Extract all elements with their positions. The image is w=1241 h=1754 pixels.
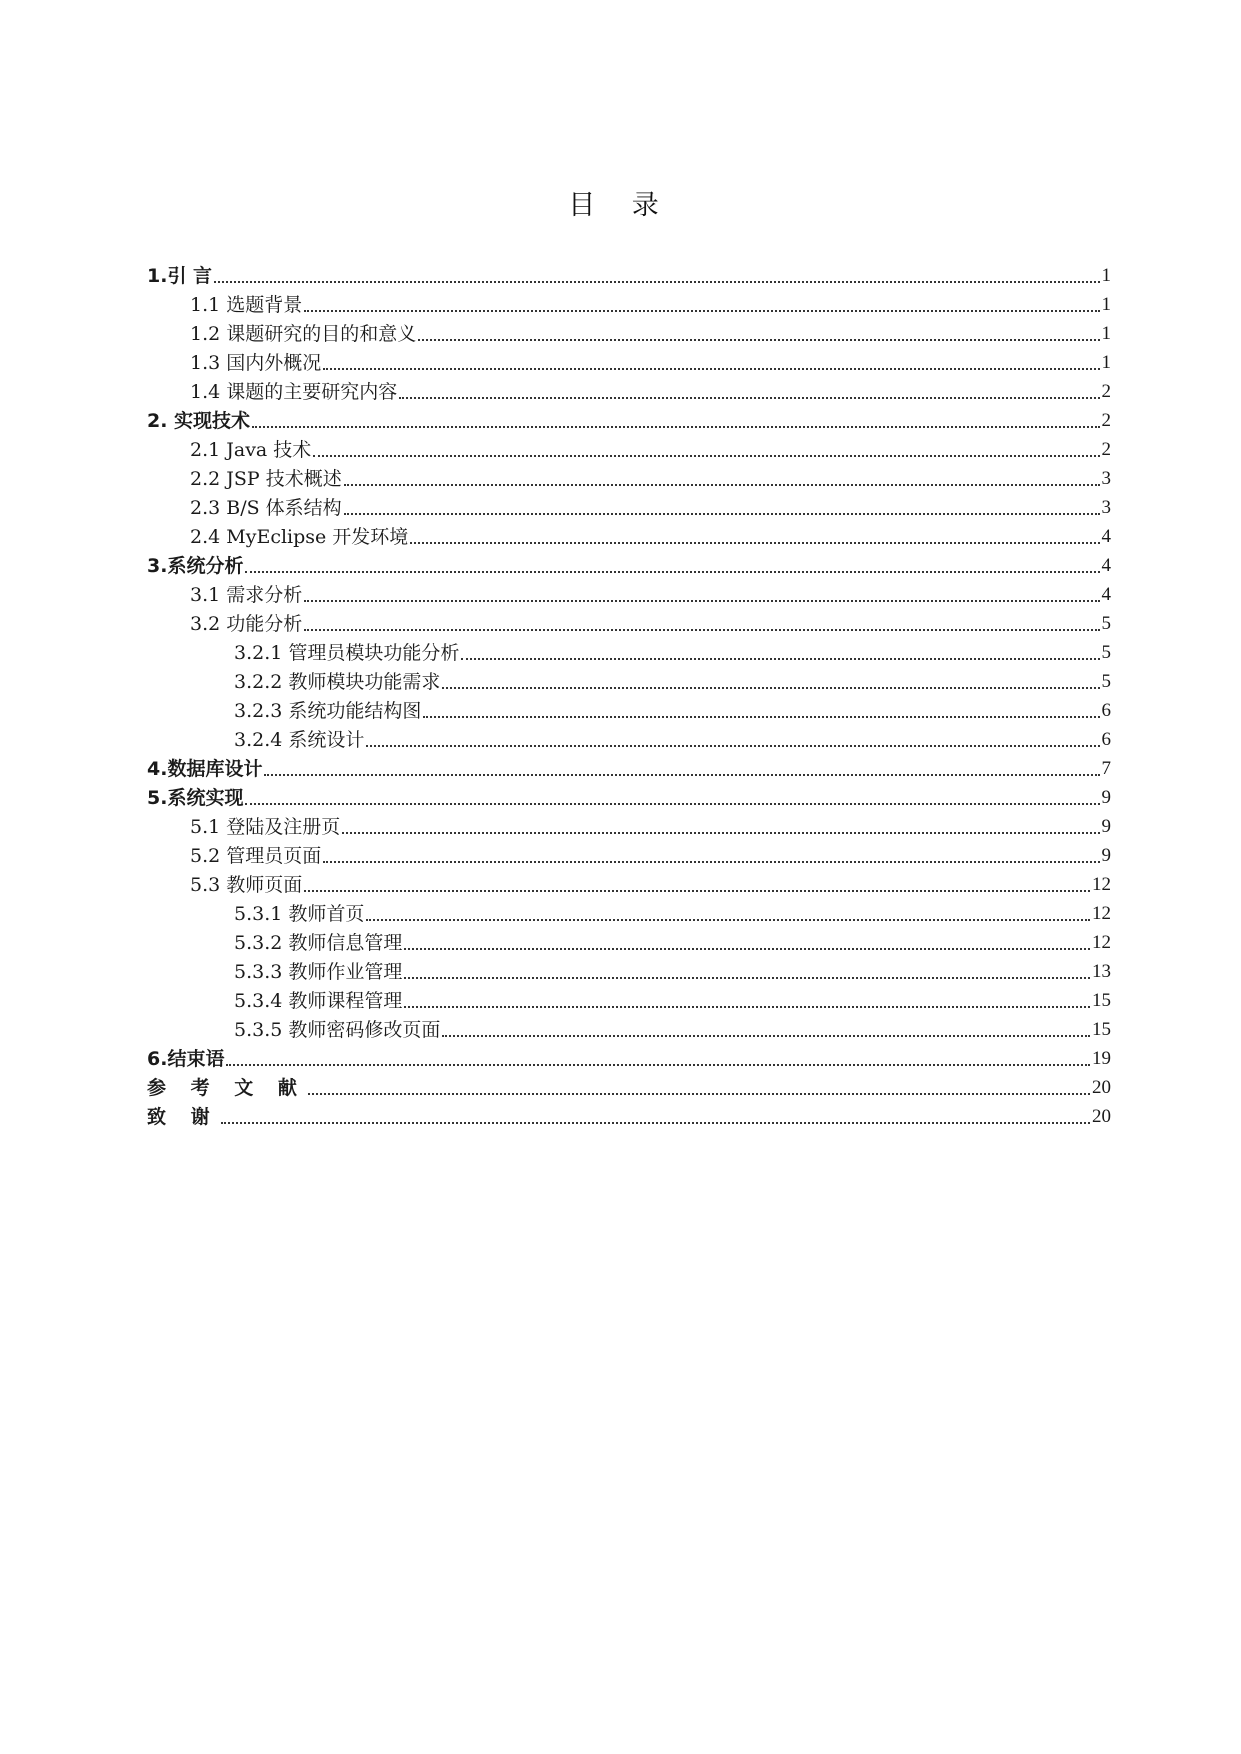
- toc-dot-leader: [461, 658, 1099, 660]
- toc-dot-leader: [264, 774, 1099, 776]
- toc-entry-label: 5.3.5 教师密码修改页面: [234, 1019, 441, 1041]
- toc-entry-label: 3.2.3 系统功能结构图: [234, 700, 422, 722]
- toc-entry[interactable]: [190, 488, 1111, 520]
- toc-dot-leader: [304, 890, 1090, 892]
- toc-entry[interactable]: [147, 778, 1111, 810]
- toc-page-number: 1: [1101, 294, 1111, 315]
- toc-page-number: 7: [1101, 758, 1111, 779]
- toc-dot-leader: [404, 977, 1090, 979]
- toc-entry-label: 3.2.4 系统设计: [234, 729, 365, 751]
- toc-page-number: 12: [1092, 874, 1111, 895]
- toc-entry-label: 2.3 B/S 体系结构: [190, 497, 342, 519]
- toc-entry-label: 5.3.2 教师信息管理: [234, 932, 403, 954]
- toc-entry-label: 2. 实现技术: [147, 410, 251, 432]
- toc-entry[interactable]: [234, 894, 1111, 926]
- toc-dot-leader: [304, 629, 1099, 631]
- toc-dot-leader: [366, 919, 1090, 921]
- toc-entry-label: 5.3 教师页面: [190, 874, 303, 896]
- toc-dot-leader: [221, 1122, 1090, 1124]
- toc-entry-label: 1.3 国内外概况: [190, 352, 322, 374]
- toc-entry[interactable]: [234, 720, 1111, 752]
- toc-entry[interactable]: [190, 285, 1111, 317]
- toc-page-number: 13: [1092, 961, 1111, 982]
- toc-dot-leader: [366, 745, 1099, 747]
- toc-dot-leader: [399, 397, 1099, 399]
- toc-page-number: 12: [1092, 903, 1111, 924]
- toc-dot-leader: [245, 803, 1099, 805]
- toc-page-number: 1: [1101, 265, 1111, 286]
- toc-page-number: 5: [1101, 642, 1111, 663]
- toc-entry[interactable]: [234, 633, 1111, 665]
- toc-dot-leader: [323, 861, 1099, 863]
- toc-entry[interactable]: [147, 1039, 1111, 1071]
- toc-entry[interactable]: [234, 691, 1111, 723]
- toc-page-number: 12: [1092, 932, 1111, 953]
- toc-entry[interactable]: [234, 923, 1111, 955]
- toc-page-number: 4: [1101, 555, 1111, 576]
- toc-dot-leader: [226, 1064, 1090, 1066]
- toc-dot-leader: [410, 542, 1099, 544]
- toc-entry[interactable]: [234, 662, 1111, 694]
- toc-dot-leader: [323, 368, 1099, 370]
- toc-entry[interactable]: [147, 401, 1111, 433]
- toc-entry-label: 参 考 文 献: [147, 1077, 306, 1099]
- toc-dot-leader: [304, 310, 1099, 312]
- toc-entry-label: 4.数据库设计: [147, 758, 263, 780]
- toc-entry-label: 2.4 MyEclipse 开发环境: [190, 526, 409, 548]
- toc-entry[interactable]: [190, 343, 1111, 375]
- toc-entry[interactable]: [190, 517, 1111, 549]
- toc-dot-leader: [304, 600, 1099, 602]
- toc-entry-label: 1.2 课题研究的目的和意义: [190, 323, 417, 345]
- toc-entry[interactable]: [234, 981, 1111, 1013]
- toc-page-number: 20: [1092, 1106, 1111, 1127]
- toc-page-number: 15: [1092, 1019, 1111, 1040]
- toc-page-number: 19: [1092, 1048, 1111, 1069]
- toc-dot-leader: [214, 281, 1099, 283]
- toc-entry-label: 6.结束语: [147, 1048, 225, 1070]
- toc-entry[interactable]: [190, 372, 1111, 404]
- toc-page-number: 20: [1092, 1077, 1111, 1098]
- toc-page-number: 3: [1101, 468, 1111, 489]
- toc-entry[interactable]: [190, 459, 1111, 491]
- toc-entry-label: 3.1 需求分析: [190, 584, 303, 606]
- toc-dot-leader: [344, 484, 1100, 486]
- toc-page-number: 9: [1101, 787, 1111, 808]
- toc-page-number: 3: [1101, 497, 1111, 518]
- toc-entry-label: 3.2 功能分析: [190, 613, 303, 635]
- toc-dot-leader: [313, 455, 1099, 457]
- toc-entry[interactable]: [190, 314, 1111, 346]
- toc-page-number: 4: [1101, 526, 1111, 547]
- toc-entry-label: 5.系统实现: [147, 787, 244, 809]
- toc-entry[interactable]: [147, 1097, 1111, 1129]
- toc-page-number: 1: [1101, 352, 1111, 373]
- toc-entry-label: 3.2.2 教师模块功能需求: [234, 671, 441, 693]
- toc-entry[interactable]: [190, 430, 1111, 462]
- toc-entry[interactable]: [190, 575, 1111, 607]
- toc-entry[interactable]: [190, 807, 1111, 839]
- toc-entry[interactable]: [147, 749, 1111, 781]
- toc-entry-label: 5.3.4 教师课程管理: [234, 990, 403, 1012]
- toc-page-number: 5: [1101, 613, 1111, 634]
- toc-page-number: 15: [1092, 990, 1111, 1011]
- toc-page-number: 2: [1101, 439, 1111, 460]
- toc-dot-leader: [245, 571, 1099, 573]
- toc-entry-label: 5.1 登陆及注册页: [190, 816, 341, 838]
- toc-entry-label: 5.3.1 教师首页: [234, 903, 365, 925]
- toc-dot-leader: [418, 339, 1099, 341]
- toc-page-number: 6: [1101, 729, 1111, 750]
- toc-page-number: 1: [1101, 323, 1111, 344]
- toc-entry-label: 5.2 管理员页面: [190, 845, 322, 867]
- toc-entry-label: 1.引 言: [147, 265, 213, 287]
- toc-entry[interactable]: [234, 952, 1111, 984]
- toc-entry-label: 3.系统分析: [147, 555, 244, 577]
- toc-dot-leader: [344, 513, 1100, 515]
- toc-page-number: 2: [1101, 381, 1111, 402]
- toc-dot-leader: [252, 426, 1099, 428]
- toc-entry-label: 1.4 课题的主要研究内容: [190, 381, 398, 403]
- toc-dot-leader: [404, 1006, 1090, 1008]
- toc-entry[interactable]: [147, 546, 1111, 578]
- toc-entry-label: 致 谢: [147, 1106, 219, 1128]
- toc-entry-label: 2.1 Java 技术: [190, 439, 312, 461]
- toc-dot-leader: [342, 832, 1099, 834]
- toc-dot-leader: [308, 1093, 1090, 1095]
- toc-entry[interactable]: [147, 1068, 1111, 1100]
- toc-page-number: 6: [1101, 700, 1111, 721]
- toc-dot-leader: [404, 948, 1090, 950]
- toc-entry[interactable]: [190, 836, 1111, 868]
- toc-dot-leader: [423, 716, 1099, 718]
- toc-entry-label: 1.1 选题背景: [190, 294, 303, 316]
- toc-page-number: 5: [1101, 671, 1111, 692]
- toc-dot-leader: [442, 687, 1099, 689]
- toc-entry-label: 3.2.1 管理员模块功能分析: [234, 642, 460, 664]
- toc-entry[interactable]: [190, 865, 1111, 897]
- toc-entry[interactable]: [190, 604, 1111, 636]
- page-title: 目 录: [568, 190, 673, 221]
- toc-page-number: 2: [1101, 410, 1111, 431]
- toc-page-number: 9: [1101, 845, 1111, 866]
- toc-entry-label: 2.2 JSP 技术概述: [190, 468, 342, 490]
- toc-entry[interactable]: [234, 1010, 1111, 1042]
- toc-page-number: 9: [1101, 816, 1111, 837]
- toc-entry[interactable]: [147, 256, 1111, 288]
- toc-entry-label: 5.3.3 教师作业管理: [234, 961, 403, 983]
- toc-dot-leader: [442, 1035, 1090, 1037]
- toc-page-number: 4: [1101, 584, 1111, 605]
